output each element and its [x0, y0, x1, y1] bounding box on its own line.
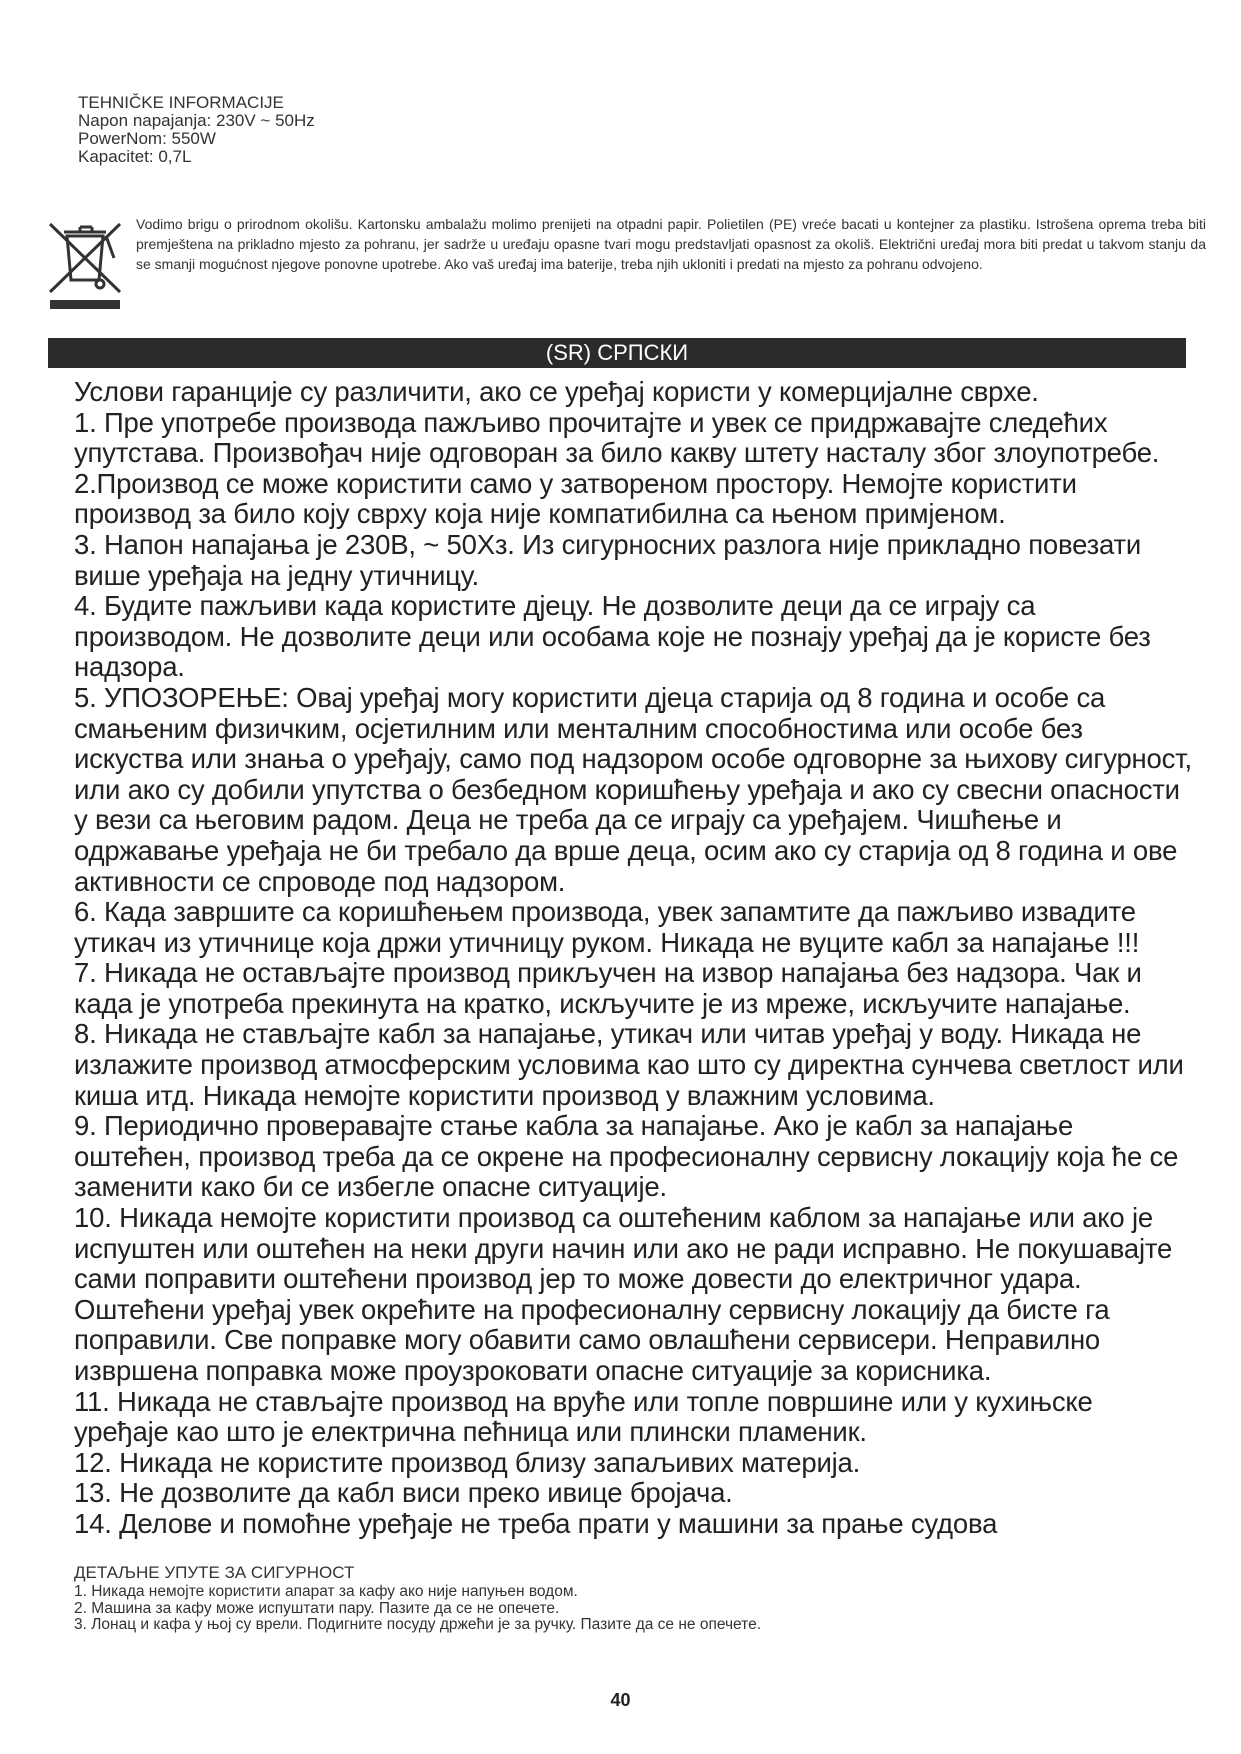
safety-instructions — [74, 377, 1194, 1540]
instruction-paragraph: 10. Никада немојте користити производ са оштећеним каблом за напајање или ако је испуштен или оштећен на неки други начин или ако не ради исправно. Не покушавајте сами поправити оштећени производ јер то може довести до електричног удара. Оштећени уређај увек окрећите на професионалну сервисну локацију да бисте га поправили. Све поправке могу обавити само овлашћени сервисери. Неправилно извршена поправка може проузроковати опасне ситуације за корисника. — [74, 1202, 1173, 1386]
page-number: 40 — [610, 1690, 631, 1710]
instruction-paragraph: 7. Никада не остављајте производ прикључен на извор напајања без надзора. Чак и када је употреба прекинута на кратко, искључите је из мреже, искључите напајање. — [74, 957, 1142, 1019]
instruction-paragraph: 8. Никада не стављајте кабл за напајање, утикач или читав уређај у воду. Никада не излажите производ атмосферским условима као што су директна сунчева светлост или киша итд. Никада немојте користити производ у влажним условима. — [74, 1018, 1184, 1111]
weee-crossed-bin-icon — [44, 218, 126, 314]
environment-text: Vodimo brigu o prirodnom okolišu. Kartonsku ambalažu molimo prenijeti na otpadni papir. Polietilen (PE) vreće bacati u kontejner za plastiku. Istrošena oprema treba biti premještena na prikladno mjesto za pohranu, jer sadrže u uređaju opasne tvari mogu predstavljati opasnost za okoliš. Električni uređaj mora biti predat u takvom stanju da se smanji mogućnost njegove ponovne upotrebe. Ako vaš uređaj ima baterije, treba njih ukloniti i predati na mjesto za pohranu odvojeno. — [136, 216, 1206, 272]
tech-info-power: PowerNom: 550W — [78, 129, 216, 148]
detailed-safety-section — [74, 1562, 1174, 1634]
instruction-paragraph: 3. Напон напајања је 230В, ~ 50Хз. Из сигурносних разлога није прикладно повезати више уређаја на једну утичницу. — [74, 528, 1142, 591]
instruction-paragraph: 4. Будите пажљиви када користите дјецу. Не дозволите деци да се играју са производом. Не дозволите деци или особама које не познају уређај да је користе без надзора. — [74, 590, 1151, 683]
instruction-paragraph: 5. УПОЗОРЕЊЕ: Овај уређај могу користити дјеца старија од 8 година и особе са смањеним физичким, осјетилним или менталним способностима или особе без искуства или знања о уређају, само под надзором особе одговорне за њихову сигурност, или ако су добили упутства о безбедном коришћењу уређаја и ако су свесни опасности у вези са његовим радом. Деца не треба да се играју са уређајем. Чишћење и одржавање уређаја не би требало да врше деца, осим ако су старија од 8 година и ове активности се спроводе под надзором. — [74, 681, 1192, 897]
instruction-paragraph: 6. Када завршите са коришћењем производа, увек запамтите да пажљиво извадите утикач из утичнице која држи утичницу руком. Никада не вуците кабл за напајање !!! — [74, 896, 1140, 958]
detailed-safety-item: 3. Лонац и кафа у њој су врели. Подигните посуду држећи је за ручку. Пазите да се не опечете. — [74, 1616, 761, 1633]
instruction-paragraph: 13. Не дозволите да кабл виси преко ивице бројача. — [74, 1477, 733, 1509]
tech-info-capacity: Kapacitet: 0,7L — [78, 147, 192, 166]
detailed-safety-title: ДЕТАЉНЕ УПУТЕ ЗА СИГУРНОСТ — [74, 1563, 355, 1582]
language-header: (SR) СРПСКИ — [48, 338, 1186, 368]
technical-info — [78, 94, 315, 166]
tech-info-voltage: Napon napajanja: 230V ~ 50Hz — [78, 111, 315, 130]
detailed-safety-item: 1. Никада немојте користити апарат за кафу ако није напуњен водом. — [74, 1583, 578, 1600]
instruction-paragraph: 11. Никада не стављајте производ на вруће или топле површине или у кухињске уређаје као што је електрична пећница или плински пламеник. — [74, 1385, 1093, 1448]
instruction-paragraph: 2.Производ се може користити само у затвореном простору. Немојте користити производ за било коју сврху која није компатибилна са њеном примјеном. — [74, 467, 1077, 530]
instruction-paragraph: 12. Никада не користите производ близу запаљивих материја. — [74, 1446, 861, 1478]
instruction-paragraph: Услови гаранције су различити, ако се уређај користи у комерцијалне сврхе. — [74, 376, 1039, 407]
instruction-paragraph: 14. Делове и помоћне уређаје не треба прати у машини за прање судова — [74, 1507, 998, 1539]
detailed-safety-item: 2. Машина за кафу може испуштати пару. Пазите да се не опечете. — [74, 1599, 560, 1617]
instruction-paragraph: 9. Периодично проверавајте стање кабла за напајање. Ако је кабл за напајање оштећен, производ треба да се окрене на професионалну сервисну локацију која ће се заменити како би се избегле опасне ситуације. — [74, 1110, 1179, 1203]
tech-info-title: TEHNIČKE INFORMACIJE — [78, 93, 284, 112]
instruction-paragraph: 1. Пре употребе производа пажљиво прочитајте и увек се придржавајте следећих упутстава. Произвођач није одговоран за било какву штету насталу због злоупотребе. — [74, 406, 1160, 469]
